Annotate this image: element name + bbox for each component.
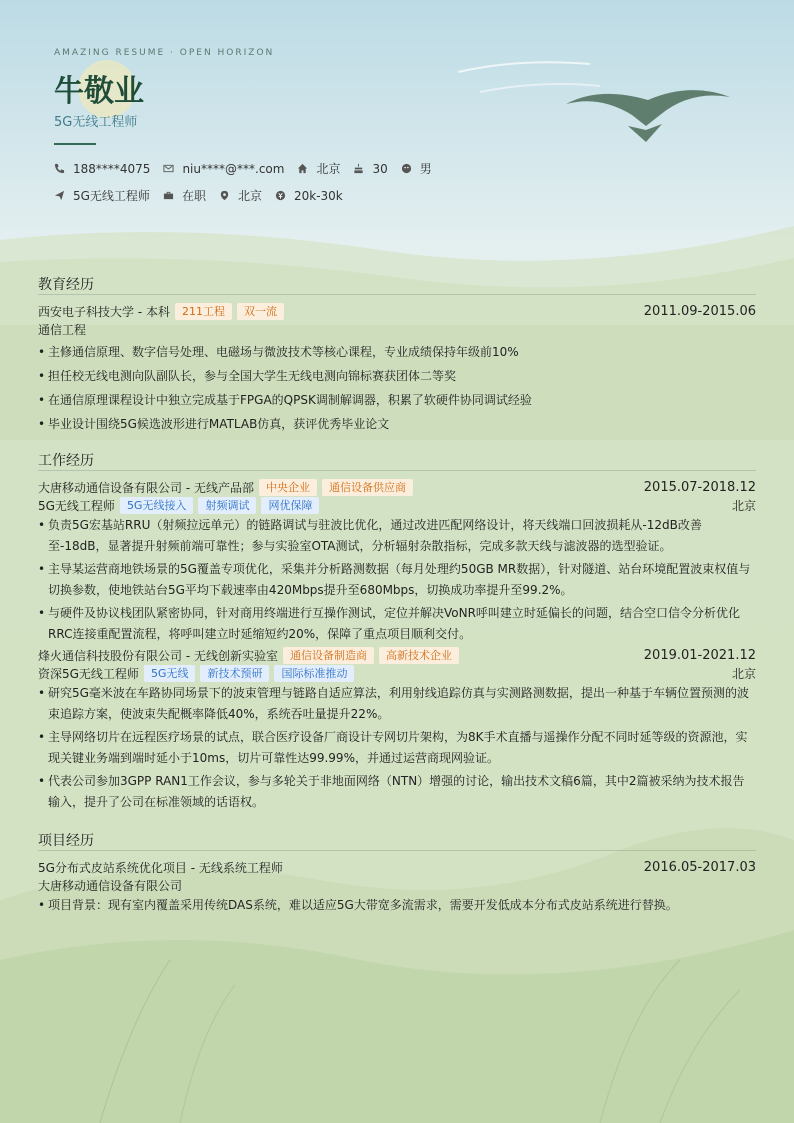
job-city: 北京 [731,667,756,681]
company-tag: 中央企业 [259,479,317,496]
work-heading: 工作经历 [38,453,94,469]
home-item [297,160,340,177]
projects-heading: 项目经历 [38,833,94,849]
list-item: • 主修通信原理、数字信号处理、电磁场与微波技术等核心课程，专业成绩保持年级前10% [38,340,756,364]
job-period: 2019.01-2021.12 [643,648,756,663]
projects-divider [38,850,756,851]
job-company: 大唐移动通信设备有限公司 - 无线产品部 [38,481,254,495]
education-bullets [38,340,756,436]
list-item: • 在通信原理课程设计中独立完成基于FPGA的QPSK调制解调器，积累了软硬件协同调试经验 [38,388,756,412]
gender-icon [401,163,412,174]
salary-text: 20k-30k [293,188,343,203]
project-header [38,859,756,876]
company-tag: 通信设备制造商 [283,647,374,664]
job-period: 2015.07-2018.12 [643,480,756,495]
job-role: 资深5G无线工程师 [38,667,139,681]
job-header [38,647,756,664]
project-period: 2016.05-2017.03 [643,860,756,875]
intent-city-item [219,187,262,204]
job-role-row [38,497,756,514]
education-major: 通信工程 [38,323,87,337]
role-tag: 国际标准推动 [274,665,354,682]
list-item: • 担任校无线电测向队副队长，参与全国大学生无线电测向锦标赛获团体二等奖 [38,364,756,388]
job-intent-row [54,187,356,204]
candidate-name: 牛敬业 [54,74,144,109]
intent-role-item [54,187,150,204]
education-tag: 双一流 [237,303,284,320]
status-text: 在职 [181,189,206,203]
salary-item [275,189,343,203]
gender-text: 男 [419,162,432,176]
contact-row [54,160,445,177]
education-header [38,303,756,320]
salary-icon [275,190,286,201]
list-item: • 研究5G毫米波在车路协同场景下的波束管理与链路自适应算法，利用射线追踪仿真与实测路测数据，提出一种基于车辆位置预测的波束追踪方案，使波束失配概率降低40%，系统吞吐量提升22%。 [38,683,756,725]
location-icon [219,190,230,201]
phone-icon [54,163,65,174]
phone-text: 188****4075 [73,161,151,176]
company-tag: 通信设备供应商 [322,479,413,496]
role-tag: 5G无线 [144,665,196,682]
job-city: 北京 [731,499,756,513]
status-item [163,187,206,204]
title-divider [54,143,96,145]
education-divider [38,294,756,295]
mail-icon [163,163,174,174]
age-text: 30 [372,161,388,176]
candidate-title: 5G无线工程师 [54,115,138,130]
role-tag: 网优保障 [261,497,319,514]
intent-role-text: 5G无线工程师 [73,189,150,203]
project-company: 大唐移动通信设备有限公司 [38,879,183,893]
briefcase-icon [163,190,174,201]
cake-icon [353,163,364,174]
send-icon [54,190,65,201]
job-header [38,479,756,496]
role-tag: 新技术预研 [200,665,269,682]
list-item: • 主导某运营商地铁场景的5G覆盖专项优化，采集并分析路测数据（每月处理约50GB MR数据），针对隧道、站台环境配置波束权值与切换参数，使地铁站台5G平均下载速率由420Mbps提升至680Mbps，切换成功率提升至99.2%。 [38,559,756,601]
gender-item [401,160,432,177]
job-company: 烽火通信科技股份有限公司 - 无线创新实验室 [38,649,278,663]
list-item: • 代表公司参加3GPP RAN1工作会议，参与多轮关于非地面网络（NTN）增强的讨论，输出技术文稿6篇，其中2篇被采纳为技术报告输入，提升了公司在标准领域的话语权。 [38,771,756,813]
role-tag: 5G无线接入 [120,497,194,514]
work-divider [38,470,756,471]
project-name: 5G分布式皮站系统优化项目 - 无线系统工程师 [38,861,283,875]
job-role-row [38,665,756,682]
job-bullets [38,683,756,813]
education-tag: 211工程 [175,303,232,320]
school-name: 西安电子科技大学 - 本科 [38,305,170,319]
company-tag: 高新技术企业 [379,647,459,664]
list-item: • 主导网络切片在远程医疗场景的试点，联合医疗设备厂商设计专网切片架构，为8K手术直播与遥操作分配不同时延等级的资源池，实现关键业务端到端时延小于10ms，切片可靠性达99.99%，并通过运营商现网验证。 [38,727,756,769]
list-item: • 毕业设计围绕5G候选波形进行MATLAB仿真，获评优秀毕业论文 [38,412,756,436]
home-text: 北京 [316,162,341,176]
home-icon [297,163,308,174]
list-item: • 与硬件及协议栈团队紧密协同，针对商用终端进行互操作测试，定位并解决VoNR呼叫建立时延偏长的问题，结合空口信令分析优化RRC连接重配置流程，将呼叫建立时延缩短约20%，保障了重点项目顺利交付。 [38,603,756,645]
list-item: • 项目背景：现有室内覆盖采用传统DAS系统，难以适应5G大带宽多流需求，需要开发低成本分布式皮站系统进行替换。 [38,895,756,916]
project-bullets [38,895,756,916]
email-item [163,162,284,176]
role-tag: 射频调试 [198,497,256,514]
brand-line: AMAZING RESUME · OPEN HORIZON [54,48,275,58]
age-item [353,162,387,176]
job-bullets [38,515,756,645]
education-heading: 教育经历 [38,277,94,293]
education-period: 2011.09-2015.06 [643,304,756,319]
email-text: niu****@***.com [182,161,285,176]
list-item: • 负责5G宏基站RRU（射频拉远单元）的链路调试与驻波比优化，通过改进匹配网络设计，将天线端口回波损耗从-12dB改善至-18dB，显著提升射频前端可靠性；参与实验室OTA测试，分析辐射杂散指标，完成多款天线与滤波器的选型验证。 [38,515,756,557]
job-role: 5G无线工程师 [38,499,115,513]
phone-item [54,162,150,176]
intent-city-text: 北京 [237,189,262,203]
